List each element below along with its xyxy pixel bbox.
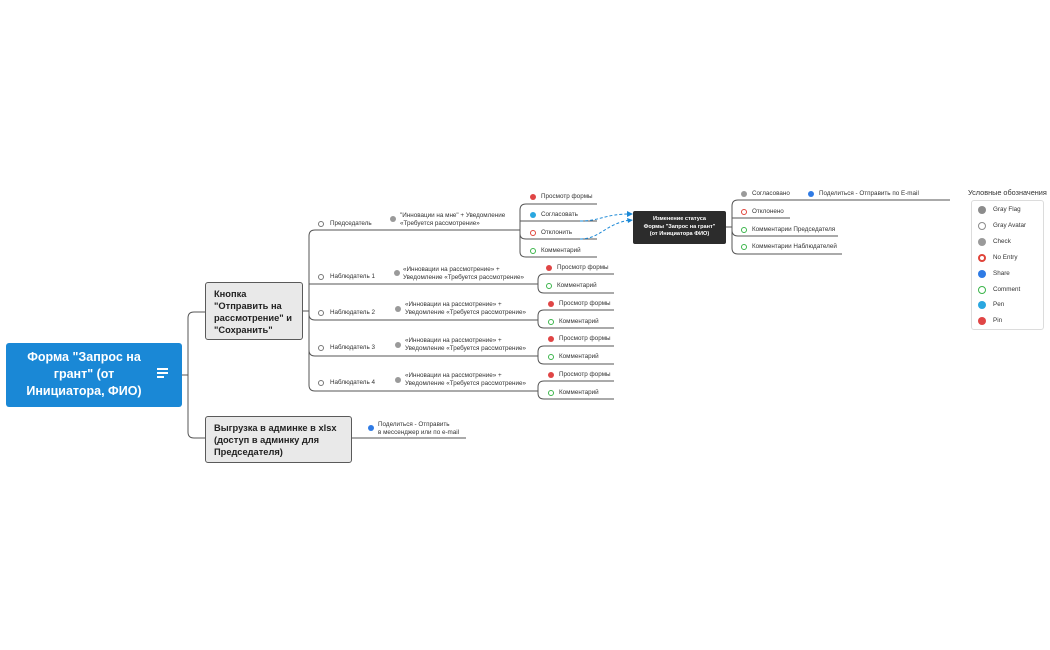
observer-3-label[interactable]: Наблюдатель 3 [330,344,375,351]
observer-4-view[interactable]: Просмотр формы [559,371,611,378]
pin-icon [978,317,986,325]
comment-icon [978,286,986,294]
observer-2-label[interactable]: Наблюдатель 2 [330,309,375,316]
gray-flag-icon [395,377,401,383]
pin-icon [530,194,536,200]
gray-avatar-icon [978,222,986,230]
no-entry-icon [978,254,986,262]
relation-reject-status [580,220,630,239]
legend-title: Условные обозначения [968,188,1047,197]
observer-4-label[interactable]: Наблюдатель 4 [330,379,375,386]
connector-chairman [303,230,385,311]
observer-4-comment[interactable]: Комментарий [559,389,599,396]
share-icon [978,270,986,278]
status-rejected[interactable]: Отклонено [752,208,784,215]
comment-icon [741,244,747,250]
pin-icon [548,336,554,342]
observer-3-view[interactable]: Просмотр формы [559,335,611,342]
chairman-notify[interactable]: "Инновации на мне" + Уведомление «Требуется рассмотрение» [400,212,506,227]
check-icon [741,191,747,197]
gray-avatar-icon [318,345,324,351]
observer-1-view[interactable]: Просмотр формы [557,264,609,271]
pin-icon [548,372,554,378]
comment-icon [548,354,554,360]
gray-flag-icon [390,216,396,222]
share-icon [368,425,374,431]
relation-approve-status [580,214,630,221]
connector-root-export [188,375,205,438]
comment-icon [548,390,554,396]
observer-4-notify[interactable]: «Инновации на рассмотрение» + Уведомление «Требуется рассмотрение» [405,372,526,387]
connector-root-button [182,312,205,375]
observer-1-label[interactable]: Наблюдатель 1 [330,273,375,280]
branch-export-title: Выгрузка в админке в xlsx (доступ в админку для Председателя) [214,423,337,457]
observer-1-notify[interactable]: «Инновации на рассмотрение» + Уведомление «Требуется рассмотрение» [403,266,524,281]
export-action[interactable]: Поделиться - Отправить в мессенджер или по e-mail [378,421,460,436]
status-change-node[interactable]: Изменение статуса Формы "Запрос на грант" (от Инициатора ФИО) [633,211,726,244]
chairman-label[interactable]: Председатель [330,220,372,227]
gray-avatar-icon [318,380,324,386]
chairman-action-comment[interactable]: Комментарий [541,247,581,254]
gray-flag-icon [394,270,400,276]
status-approved[interactable]: Согласовано [752,190,790,197]
notes-icon[interactable] [157,368,168,380]
chairman-action-view[interactable]: Просмотр формы [541,193,593,200]
status-chair-comments[interactable]: Комментарии Председателя [752,226,836,233]
observer-2-view[interactable]: Просмотр формы [559,300,611,307]
no-entry-icon [741,209,747,215]
gray-flag-icon [395,342,401,348]
share-icon [808,191,814,197]
branch-export-node[interactable] [205,416,352,463]
comment-icon [530,248,536,254]
pen-icon [978,301,986,309]
comment-icon [741,227,747,233]
pin-icon [548,301,554,307]
observer-3-comment[interactable]: Комментарий [559,353,599,360]
gray-flag-icon [978,206,986,214]
status-approved-share[interactable]: Поделиться - Отправить по E-mail [819,190,919,197]
status-observer-comments[interactable]: Комментарии Наблюдателей [752,243,837,250]
legend-panel: Gray Flag Gray Avatar Check No Entry Share Comment Pen Pin [971,200,1044,330]
observer-2-comment[interactable]: Комментарий [559,318,599,325]
gray-avatar-icon [318,221,324,227]
branch-button-node[interactable] [205,282,303,340]
chairman-action-reject[interactable]: Отклонить [541,229,573,236]
root-node[interactable] [6,343,182,407]
gray-avatar-icon [318,274,324,280]
no-entry-icon [530,230,536,236]
comment-icon [546,283,552,289]
pen-icon [530,212,536,218]
check-icon [978,238,986,246]
observer-3-notify[interactable]: «Инновации на рассмотрение» + Уведомление «Требуется рассмотрение» [405,337,526,352]
pin-icon [546,265,552,271]
gray-avatar-icon [318,310,324,316]
root-title: Форма "Запрос на грант" (от Инициатора, ФИО) [26,350,142,398]
observer-1-comment[interactable]: Комментарий [557,282,597,289]
chairman-action-approve[interactable]: Согласовать [541,211,578,218]
gray-flag-icon [395,306,401,312]
observer-2-notify[interactable]: «Инновации на рассмотрение» + Уведомление «Требуется рассмотрение» [405,301,526,316]
branch-button-title: Кнопка "Отправить на рассмотрение" и "Сохранить" [214,289,293,335]
comment-icon [548,319,554,325]
